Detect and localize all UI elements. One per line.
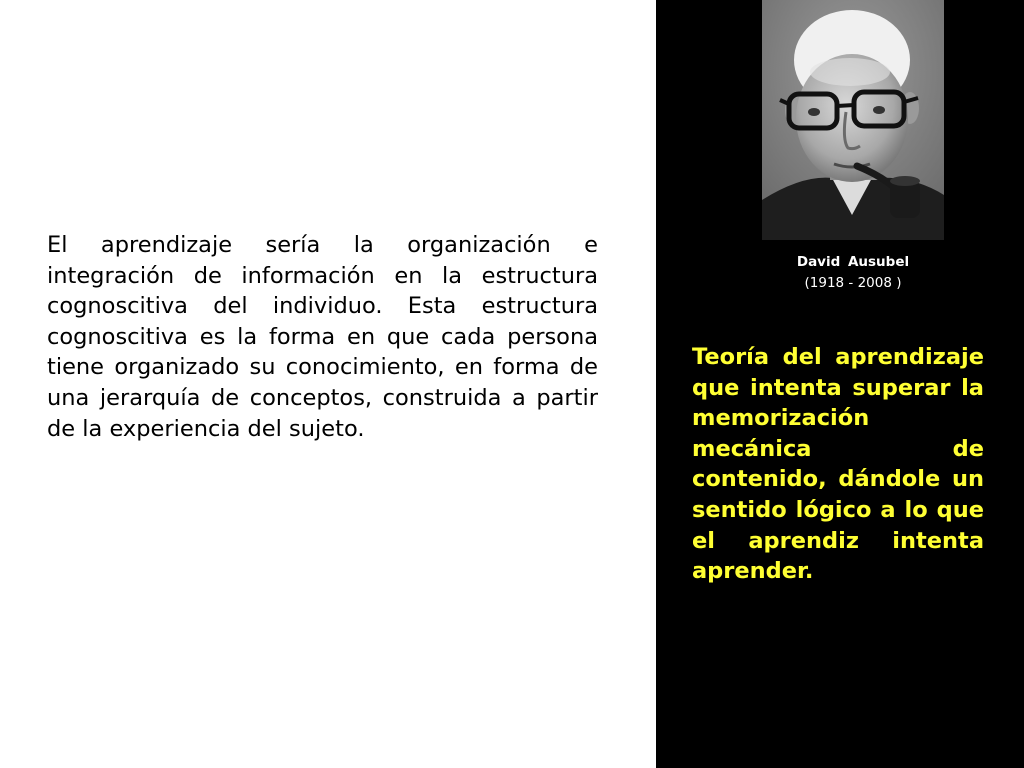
caption-years: (1918 - 2008 ) xyxy=(804,275,902,291)
portrait-photo xyxy=(762,0,944,240)
sidebar-panel xyxy=(656,0,1024,768)
portrait-image xyxy=(762,0,944,240)
caption-name: David Ausubel xyxy=(796,254,910,270)
theory-description: Teoría del aprendizaje que intenta superar la memorización mecánica de contenido, dándole un sentido lógico a lo que el aprendiz intenta aprender. xyxy=(692,344,984,585)
main-paragraph: El aprendizaje sería la organización e integración de información en la estructura cognoscitiva del individuo. Esta estructura cognoscitiva es la forma en que cada persona tiene organizado su conocimiento, en forma de una jerarquía de conceptos, construida a partir de la experiencia del sujeto. xyxy=(47,232,598,442)
